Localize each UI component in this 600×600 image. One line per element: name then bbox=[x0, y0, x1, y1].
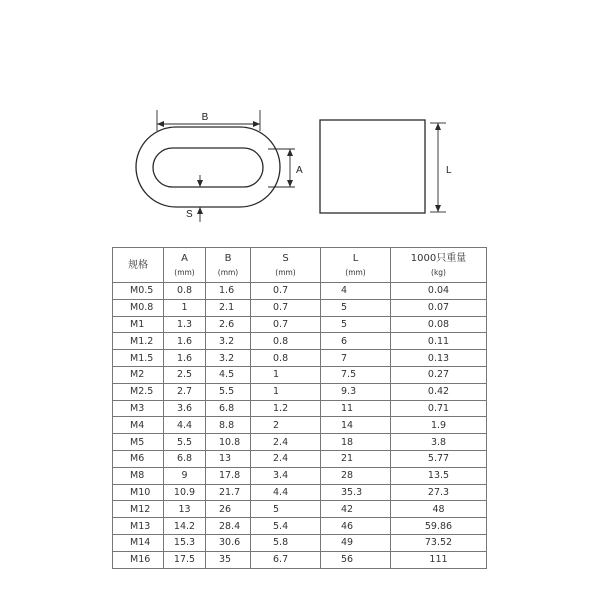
header-size-label: 规格 bbox=[128, 259, 148, 271]
cell-size: M2 bbox=[113, 366, 164, 383]
cell-l: 18 bbox=[321, 434, 391, 451]
table-row bbox=[113, 417, 487, 434]
cell-l: 28 bbox=[321, 467, 391, 484]
header-a-label: A bbox=[181, 253, 188, 264]
cell-b: 21.7 bbox=[206, 484, 251, 501]
cell-s: 0.7 bbox=[251, 316, 321, 333]
cell-l: 9.3 bbox=[321, 383, 391, 400]
cell-b: 4.5 bbox=[206, 366, 251, 383]
cell-size: M13 bbox=[113, 518, 164, 535]
cell-weight: 3.8 bbox=[391, 434, 487, 451]
header-l-label: L bbox=[352, 253, 359, 264]
cell-l: 21 bbox=[321, 450, 391, 467]
header-row bbox=[113, 248, 487, 283]
cell-a: 15.3 bbox=[164, 534, 206, 551]
cell-weight: 73.52 bbox=[391, 534, 487, 551]
cell-b: 28.4 bbox=[206, 518, 251, 535]
cell-size: M0.5 bbox=[113, 283, 164, 300]
cell-size: M12 bbox=[113, 501, 164, 518]
cell-l: 46 bbox=[321, 518, 391, 535]
table-row bbox=[113, 366, 487, 383]
cell-l: 49 bbox=[321, 534, 391, 551]
cell-weight: 48 bbox=[391, 501, 487, 518]
header-b bbox=[206, 248, 251, 283]
table-row bbox=[113, 484, 487, 501]
table-row bbox=[113, 450, 487, 467]
cell-a: 1.3 bbox=[164, 316, 206, 333]
cell-b: 3.2 bbox=[206, 350, 251, 367]
cell-l: 4 bbox=[321, 283, 391, 300]
cell-s: 0.7 bbox=[251, 283, 321, 300]
cell-weight: 59.86 bbox=[391, 518, 487, 535]
cell-b: 26 bbox=[206, 501, 251, 518]
cell-s: 2 bbox=[251, 417, 321, 434]
dimension-l-label: L bbox=[446, 165, 452, 176]
cell-a: 10.9 bbox=[164, 484, 206, 501]
cell-b: 10.8 bbox=[206, 434, 251, 451]
cell-size: M2.5 bbox=[113, 383, 164, 400]
oval-inner-outline bbox=[153, 148, 263, 187]
cell-b: 5.5 bbox=[206, 383, 251, 400]
cell-s: 1 bbox=[251, 366, 321, 383]
cell-b: 2.1 bbox=[206, 299, 251, 316]
header-l bbox=[321, 248, 391, 283]
cell-b: 8.8 bbox=[206, 417, 251, 434]
cell-size: M1 bbox=[113, 316, 164, 333]
table-row bbox=[113, 551, 487, 568]
cell-size: M0.8 bbox=[113, 299, 164, 316]
table-row bbox=[113, 518, 487, 535]
dimension-a-label: A bbox=[296, 165, 303, 176]
header-s-label: S bbox=[282, 253, 289, 264]
cell-size: M1.5 bbox=[113, 350, 164, 367]
cell-weight: 0.71 bbox=[391, 400, 487, 417]
cell-l: 14 bbox=[321, 417, 391, 434]
cell-size: M10 bbox=[113, 484, 164, 501]
cell-s: 5 bbox=[251, 501, 321, 518]
cell-weight: 0.27 bbox=[391, 366, 487, 383]
cell-b: 30.6 bbox=[206, 534, 251, 551]
table-row bbox=[113, 400, 487, 417]
cell-l: 35.3 bbox=[321, 484, 391, 501]
header-size bbox=[113, 248, 164, 283]
cell-size: M14 bbox=[113, 534, 164, 551]
dimension-s-label: S bbox=[186, 209, 193, 220]
header-a-unit: (mm) bbox=[174, 268, 195, 277]
header-s-unit: (mm) bbox=[275, 268, 296, 277]
cell-a: 3.6 bbox=[164, 400, 206, 417]
cell-a: 6.8 bbox=[164, 450, 206, 467]
cell-size: M3 bbox=[113, 400, 164, 417]
cell-l: 56 bbox=[321, 551, 391, 568]
cell-b: 6.8 bbox=[206, 400, 251, 417]
cell-s: 0.8 bbox=[251, 350, 321, 367]
cell-a: 4.4 bbox=[164, 417, 206, 434]
cell-s: 1.2 bbox=[251, 400, 321, 417]
cell-s: 6.7 bbox=[251, 551, 321, 568]
cell-a: 0.8 bbox=[164, 283, 206, 300]
cell-a: 2.7 bbox=[164, 383, 206, 400]
cell-s: 5.8 bbox=[251, 534, 321, 551]
table-row bbox=[113, 350, 487, 367]
cell-l: 11 bbox=[321, 400, 391, 417]
cell-weight: 27.3 bbox=[391, 484, 487, 501]
cell-l: 5 bbox=[321, 316, 391, 333]
cell-b: 17.8 bbox=[206, 467, 251, 484]
cell-size: M16 bbox=[113, 551, 164, 568]
cell-s: 5.4 bbox=[251, 518, 321, 535]
cell-weight: 0.11 bbox=[391, 333, 487, 350]
cell-b: 3.2 bbox=[206, 333, 251, 350]
ferrule-dimension-diagram bbox=[0, 0, 600, 240]
cell-s: 2.4 bbox=[251, 434, 321, 451]
table-row bbox=[113, 434, 487, 451]
cell-a: 1.6 bbox=[164, 350, 206, 367]
header-weight-label: 1000只重量 bbox=[410, 253, 467, 264]
cell-a: 13 bbox=[164, 501, 206, 518]
table-row bbox=[113, 501, 487, 518]
table-row bbox=[113, 283, 487, 300]
cell-size: M5 bbox=[113, 434, 164, 451]
cell-b: 1.6 bbox=[206, 283, 251, 300]
cell-s: 4.4 bbox=[251, 484, 321, 501]
cell-size: M1.2 bbox=[113, 333, 164, 350]
cell-l: 6 bbox=[321, 333, 391, 350]
cell-weight: 0.13 bbox=[391, 350, 487, 367]
cell-weight: 0.42 bbox=[391, 383, 487, 400]
cell-s: 0.8 bbox=[251, 333, 321, 350]
header-weight bbox=[391, 248, 487, 283]
table-row bbox=[113, 316, 487, 333]
cell-weight: 0.04 bbox=[391, 283, 487, 300]
cell-a: 9 bbox=[164, 467, 206, 484]
header-weight-unit: (kg) bbox=[431, 268, 446, 277]
spec-table bbox=[112, 247, 487, 569]
oval-outer-outline bbox=[136, 127, 280, 207]
header-b-label: B bbox=[224, 253, 232, 264]
cell-size: M8 bbox=[113, 467, 164, 484]
cell-s: 0.7 bbox=[251, 299, 321, 316]
cell-a: 14.2 bbox=[164, 518, 206, 535]
cell-b: 2.6 bbox=[206, 316, 251, 333]
cell-l: 7.5 bbox=[321, 366, 391, 383]
cell-s: 1 bbox=[251, 383, 321, 400]
cell-a: 1 bbox=[164, 299, 206, 316]
side-view-outline bbox=[320, 120, 425, 213]
cell-weight: 0.07 bbox=[391, 299, 487, 316]
cell-weight: 13.5 bbox=[391, 467, 487, 484]
dimension-b-label: B bbox=[201, 112, 209, 123]
cell-s: 2.4 bbox=[251, 450, 321, 467]
table-row bbox=[113, 333, 487, 350]
table-body bbox=[113, 283, 487, 569]
cell-a: 1.6 bbox=[164, 333, 206, 350]
header-a bbox=[164, 248, 206, 283]
side-view bbox=[320, 120, 452, 213]
table-row bbox=[113, 467, 487, 484]
cell-a: 5.5 bbox=[164, 434, 206, 451]
cell-weight: 5.77 bbox=[391, 450, 487, 467]
header-s bbox=[251, 248, 321, 283]
oval-top-view bbox=[136, 110, 303, 222]
cell-size: M4 bbox=[113, 417, 164, 434]
header-l-unit: (mm) bbox=[345, 268, 366, 277]
table-row bbox=[113, 383, 487, 400]
cell-weight: 1.9 bbox=[391, 417, 487, 434]
cell-weight: 111 bbox=[391, 551, 487, 568]
cell-l: 42 bbox=[321, 501, 391, 518]
cell-b: 13 bbox=[206, 450, 251, 467]
cell-l: 5 bbox=[321, 299, 391, 316]
cell-size: M6 bbox=[113, 450, 164, 467]
cell-l: 7 bbox=[321, 350, 391, 367]
table-row bbox=[113, 534, 487, 551]
table-row bbox=[113, 299, 487, 316]
cell-b: 35 bbox=[206, 551, 251, 568]
cell-a: 2.5 bbox=[164, 366, 206, 383]
header-b-unit: (mm) bbox=[217, 268, 239, 277]
cell-weight: 0.08 bbox=[391, 316, 487, 333]
cell-a: 17.5 bbox=[164, 551, 206, 568]
cell-s: 3.4 bbox=[251, 467, 321, 484]
